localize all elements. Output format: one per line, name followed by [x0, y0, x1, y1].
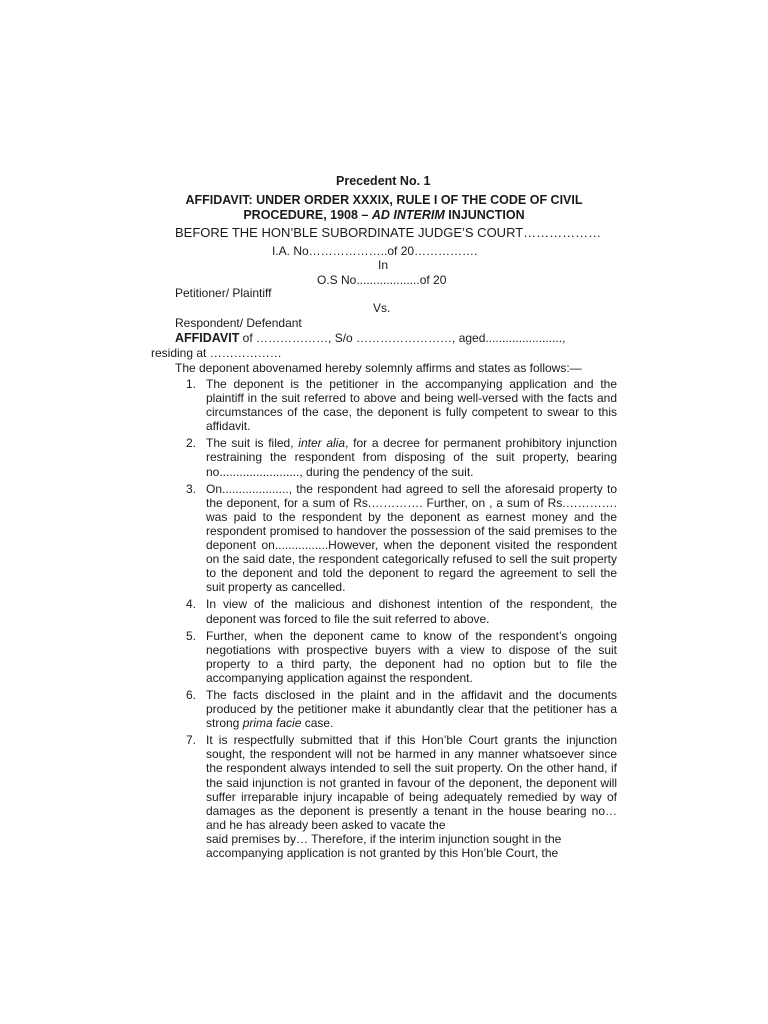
paragraph-text	[206, 436, 617, 478]
list-item	[186, 436, 617, 478]
paragraph-text: It is respectfully submitted that if this Hon’ble Court grants the injunction sought, the respondent will not be harmed in any manner whatsoever since the respondent always intended to sell the suit property. On the other hand, if the said injunction is not granted in favour of the deponent, the deponent will suffer irreparable injury incapable of being adequately remedied by way of damages as the deponent is presently a tenant in the house bearing no… and he has already been asked to vacate the	[206, 733, 617, 832]
paragraph-number: 1.	[186, 377, 197, 391]
ia-number: I.A. No………………..of 20…………….	[272, 244, 478, 258]
paragraph-number: 5.	[186, 628, 197, 643]
title-line2-italic: AD INTERIM	[371, 208, 445, 222]
paragraph-text-italic: inter alia	[298, 436, 346, 451]
paragraph-number: 6.	[186, 687, 197, 702]
paragraph-number: 4.	[186, 597, 197, 612]
paragraph-number: 7.	[186, 733, 197, 748]
court-name: BEFORE THE HON’BLE SUBORDINATE JUDGE’S COURT………………	[175, 225, 602, 240]
paragraph-text: Further, when the deponent came to know of the respondent’s ongoing negotiations with prospective buyers with a view to dispose of the suit property to a third party, the deponent had no option but to file the accompanying application against the respondent.	[206, 628, 617, 685]
paragraph-text-italic: prima facie	[242, 716, 302, 731]
paragraph-text-pre: The facts disclosed in the plaint and in the affidavit and the documents produced by the petitioner make it abundantly clear that the petitioner has a strong	[206, 687, 617, 731]
versus-label: Vs.	[373, 301, 391, 315]
list-item	[186, 733, 617, 860]
paragraph-number: 3.	[186, 481, 197, 496]
respondent-label: Respondent/ Defendant	[175, 316, 302, 330]
title-line2-pre: PROCEDURE, 1908 –	[243, 208, 372, 222]
paragraph-text: The deponent is the petitioner in the accompanying application and the plaintiff in the suit referred to above and being well-versed with the facts and circumstances of the case, the deponent is fully competent to swear to this affidavit.	[206, 377, 617, 434]
list-item	[186, 597, 617, 625]
affidavit-intro: The deponent abovenamed hereby solemnly affirms and states as follows:—	[175, 361, 582, 375]
paragraph-number: 2.	[186, 436, 197, 451]
list-item	[186, 482, 617, 595]
paragraph-text: On...................., the respondent had agreed to sell the aforesaid property to the deponent, for a sum of Rs.…………. Further, on , a sum of Rs.…………. was paid to the respondent by the deponent as earnest money and the respondent promised to handover the possession of the said premises to the deponent on................However, when the deponent visited the respondent on the said date, the respondent categorically refused to sell the suit property to the deponent and told the deponent to regard the agreement to sell the suit property as cancelled.	[206, 481, 617, 595]
petitioner-label: Petitioner/ Plaintiff	[175, 286, 272, 300]
os-number: O.S No...................of 20	[317, 273, 447, 287]
document-title-line1: AFFIDAVIT: UNDER ORDER XXXIX, RULE I OF THE CODE OF CIVIL	[185, 193, 583, 207]
title-line2-post: INJUNCTION	[444, 208, 525, 222]
in-label: In	[378, 258, 389, 272]
paragraph-text-post: case.	[301, 716, 334, 731]
list-item	[186, 688, 617, 730]
paragraph-text-continuation: said premises by… Therefore, if the interim injunction sought in the	[206, 831, 562, 846]
paragraph-text-continuation: accompanying application is not granted by this Hon’ble Court, the	[206, 846, 559, 860]
paragraph-text-post: , for a decree for permanent prohibitory injunction restraining the respondent from disposing of the suit property, bearing no........................, during the pendency of the suit.	[206, 436, 617, 479]
affidavit-line2: residing at ………………	[151, 346, 282, 360]
affidavit-paragraph-list	[186, 377, 617, 863]
list-item	[186, 377, 617, 433]
paragraph-text: In view of the malicious and dishonest intention of the respondent, the deponent was forced to file the suit referred to above.	[206, 597, 617, 626]
precedent-number: Precedent No. 1	[336, 174, 431, 188]
paragraph-text	[206, 688, 617, 730]
affidavit-label: AFFIDAVIT	[175, 331, 240, 345]
document-title-line2	[150, 208, 618, 223]
affidavit-line1-rest: of ………………, S/o ……………………, aged.......................,	[239, 331, 566, 345]
list-item	[186, 629, 617, 685]
paragraph-text-pre: The suit is filed,	[206, 436, 299, 451]
affidavit-line1	[175, 331, 565, 345]
